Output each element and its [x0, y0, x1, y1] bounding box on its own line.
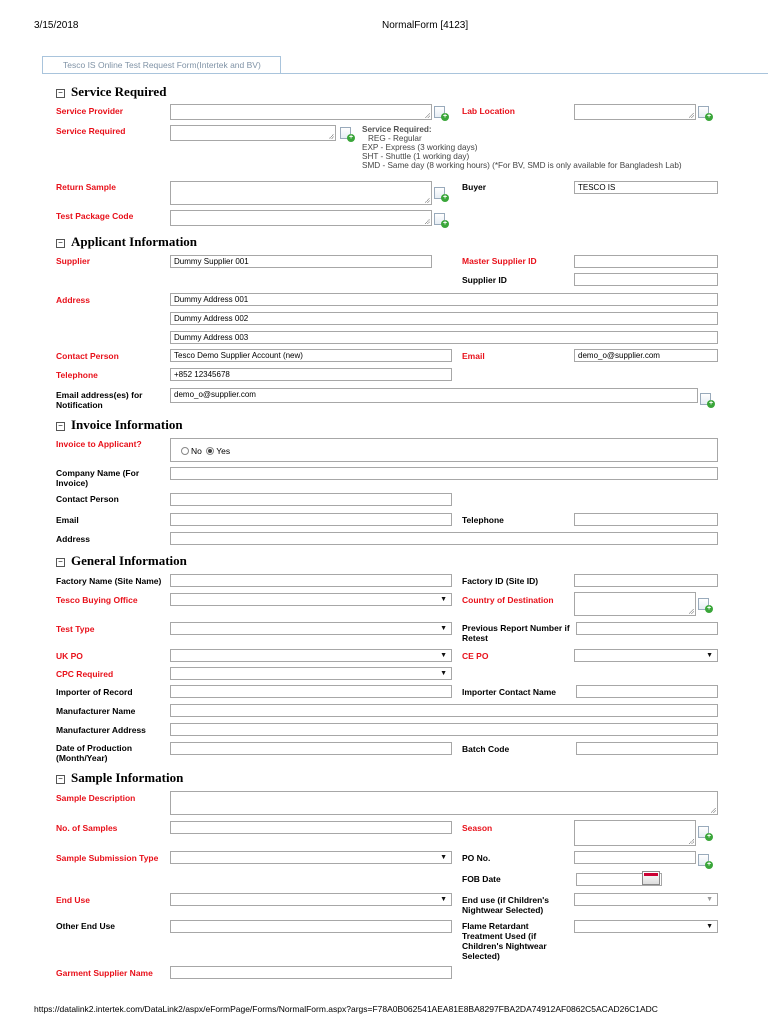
return-sample-lookup-button[interactable] — [434, 187, 449, 200]
contact-person-field[interactable]: Tesco Demo Supplier Account (new) — [170, 349, 452, 362]
tab-divider — [42, 73, 768, 74]
section-applicant-information[interactable] — [56, 234, 197, 250]
info-title: Service Required: — [362, 125, 432, 134]
chevron-down-icon: ▼ — [706, 923, 713, 930]
end-use-select[interactable] — [170, 893, 452, 906]
section-title: Invoice Information — [71, 417, 183, 432]
invoice-to-applicant-group — [170, 438, 718, 462]
supplier-id-field[interactable] — [574, 273, 718, 286]
info-line-smd: SMD - Same day (8 working hours) (*For BV, SMD is only available for Bangladesh Lab) — [362, 161, 682, 170]
previous-report-field[interactable] — [576, 622, 718, 635]
end-use-children-label: End use (if Children's Nightwear Selected) — [462, 895, 550, 915]
service-provider-field[interactable] — [170, 104, 432, 120]
info-line-sht: SHT - Shuttle (1 working day) — [362, 152, 470, 161]
end-use-label: End Use — [56, 895, 91, 905]
importer-of-record-field[interactable] — [170, 685, 452, 698]
lab-location-field[interactable] — [574, 104, 696, 120]
invoice-telephone-label: Telephone — [462, 515, 504, 525]
uk-po-label: UK PO — [56, 651, 83, 661]
plus-icon: + — [706, 861, 712, 868]
sample-description-label: Sample Description — [56, 793, 136, 803]
section-title: Applicant Information — [71, 234, 198, 249]
no-of-samples-label: No. of Samples — [56, 823, 118, 833]
tesco-buying-office-label: Tesco Buying Office — [56, 595, 138, 605]
uk-po-select[interactable] — [170, 649, 452, 662]
service-provider-label: Service Provider — [56, 106, 124, 116]
calendar-icon[interactable] — [642, 871, 660, 885]
po-lookup-button[interactable] — [698, 854, 713, 867]
collapse-icon[interactable]: − — [56, 239, 65, 248]
info-line-exp: EXP - Express (3 working days) — [362, 143, 478, 152]
invoice-address-field[interactable] — [170, 532, 718, 545]
manufacturer-address-field[interactable] — [170, 723, 718, 736]
cpc-required-select[interactable] — [170, 667, 452, 680]
manufacturer-name-field[interactable] — [170, 704, 718, 717]
radio-group — [181, 446, 230, 456]
chevron-down-icon: ▼ — [706, 652, 713, 659]
telephone-label: Telephone — [56, 370, 98, 380]
plus-icon: + — [706, 113, 712, 120]
collapse-icon[interactable]: − — [56, 775, 65, 784]
section-title: Service Required — [71, 84, 167, 99]
end-use-children-select[interactable] — [574, 893, 718, 906]
telephone-field[interactable]: +852 12345678 — [170, 368, 452, 381]
print-url: https://datalink2.intertek.com/DataLink2/aspx/eFormPage/Forms/NormalForm.aspx?args=F78A0B062541AEA81E8BA8297FBA2DA74912AF0862C5ACAD26C1ADC — [34, 1004, 658, 1014]
collapse-icon[interactable]: − — [56, 558, 65, 567]
company-name-field[interactable] — [170, 467, 718, 480]
info-line-reg: REG - Regular — [368, 134, 422, 143]
service-required-label: Service Required — [56, 126, 126, 136]
collapse-icon[interactable]: − — [56, 422, 65, 431]
section-general-information[interactable] — [56, 553, 187, 569]
importer-contact-label: Importer Contact Name — [462, 687, 556, 697]
country-of-destination-label: Country of Destination — [462, 595, 554, 605]
factory-name-label: Factory Name (Site Name) — [56, 576, 162, 586]
tesco-buying-office-select[interactable] — [170, 593, 452, 606]
return-sample-label: Return Sample — [56, 182, 116, 192]
ce-po-label: CE PO — [462, 651, 489, 661]
previous-report-label: Previous Report Number if Retest — [462, 623, 570, 643]
production-date-label: Date of Production (Month/Year) — [56, 743, 133, 763]
plus-icon: + — [442, 220, 448, 227]
plus-icon: + — [348, 134, 354, 141]
plus-icon: + — [708, 400, 714, 407]
print-title: NormalForm [4123] — [382, 20, 469, 31]
form-tab[interactable]: Tesco IS Online Test Request Form(Intertek and BV) — [42, 56, 281, 73]
email-label: Email — [462, 351, 485, 361]
no-of-samples-field[interactable] — [170, 821, 452, 834]
garment-supplier-name-label: Garment Supplier Name — [56, 968, 153, 978]
return-sample-field[interactable] — [170, 181, 432, 205]
manufacturer-name-label: Manufacturer Name — [56, 706, 136, 716]
factory-id-field[interactable] — [574, 574, 718, 587]
fob-date-label: FOB Date — [462, 874, 501, 884]
company-name-label: Company Name (For Invoice) — [56, 468, 140, 488]
chevron-down-icon: ▼ — [440, 670, 447, 677]
notification-email-field[interactable]: demo_o@supplier.com — [170, 388, 698, 403]
invoice-to-applicant-label: Invoice to Applicant? — [56, 439, 142, 449]
chevron-down-icon: ▼ — [440, 896, 447, 903]
email-field[interactable]: demo_o@supplier.com — [574, 349, 718, 362]
test-type-label: Test Type — [56, 624, 95, 634]
lab-location-lookup-button[interactable] — [698, 106, 713, 119]
buyer-label: Buyer — [462, 182, 487, 192]
section-title: Sample Information — [71, 770, 184, 785]
season-field[interactable] — [574, 820, 696, 846]
test-type-select[interactable] — [170, 622, 452, 635]
notification-email-label: Email address(es) for Notification — [56, 390, 143, 410]
country-of-destination-field[interactable] — [574, 592, 696, 616]
chevron-down-icon: ▼ — [440, 625, 447, 632]
chevron-down-icon: ▼ — [440, 596, 447, 603]
plus-icon: + — [442, 113, 448, 120]
factory-name-field[interactable] — [170, 574, 452, 587]
master-supplier-id-field[interactable] — [574, 255, 718, 268]
service-required-field[interactable] — [170, 125, 336, 141]
contact-person-label: Contact Person — [56, 351, 119, 361]
flame-retardant-select[interactable] — [574, 920, 718, 933]
sample-submission-type-label: Sample Submission Type — [56, 853, 159, 863]
test-package-lookup-button[interactable] — [434, 213, 449, 226]
section-service-required[interactable] — [56, 84, 166, 100]
po-no-label: PO No. — [462, 853, 491, 863]
flame-retardant-label: Flame Retardant Treatment Used (if Children's Nightwear Selected) — [462, 921, 547, 961]
supplier-label: Supplier — [56, 256, 91, 266]
po-no-field[interactable] — [574, 851, 696, 864]
radio-yes[interactable] — [206, 447, 214, 455]
service-provider-lookup-button[interactable] — [434, 106, 449, 119]
factory-id-label: Factory ID (Site ID) — [462, 576, 539, 586]
invoice-address-label: Address — [56, 534, 91, 544]
section-invoice-information[interactable] — [56, 417, 183, 433]
chevron-down-icon: ▼ — [440, 854, 447, 861]
service-required-lookup-button[interactable] — [340, 127, 355, 140]
supplier-id-label: Supplier ID — [462, 275, 507, 285]
invoice-telephone-field[interactable] — [574, 513, 718, 526]
address-label: Address — [56, 295, 91, 305]
invoice-contact-person-label: Contact Person — [56, 494, 119, 504]
garment-supplier-name-field[interactable] — [170, 966, 452, 979]
country-lookup-button[interactable] — [698, 598, 713, 611]
invoice-email-label: Email — [56, 515, 79, 525]
master-supplier-id-label: Master Supplier ID — [462, 256, 537, 266]
other-end-use-field[interactable] — [170, 920, 452, 933]
radio-yes-label[interactable]: Yes — [216, 446, 231, 456]
importer-of-record-label: Importer of Record — [56, 687, 133, 697]
notification-lookup-button[interactable] — [700, 393, 715, 406]
chevron-down-icon: ▼ — [440, 652, 447, 659]
batch-code-label: Batch Code — [462, 744, 510, 754]
supplier-field[interactable]: Dummy Supplier 001 — [170, 255, 432, 268]
sample-submission-type-select[interactable] — [170, 851, 452, 864]
section-title: General Information — [71, 553, 187, 568]
lab-location-label: Lab Location — [462, 106, 515, 116]
plus-icon: + — [706, 833, 712, 840]
collapse-icon[interactable]: − — [56, 89, 65, 98]
production-date-field[interactable] — [170, 742, 452, 755]
section-sample-information[interactable] — [56, 770, 183, 786]
ce-po-select[interactable] — [574, 649, 718, 662]
manufacturer-address-label: Manufacturer Address — [56, 725, 146, 735]
service-required-info — [362, 125, 682, 170]
plus-icon: + — [442, 194, 448, 201]
address-line-2[interactable]: Dummy Address 002 — [170, 312, 718, 325]
season-lookup-button[interactable] — [698, 826, 713, 839]
invoice-email-field[interactable] — [170, 513, 452, 526]
sample-description-field[interactable] — [170, 791, 718, 815]
invoice-contact-person-field[interactable] — [170, 493, 452, 506]
test-package-code-label: Test Package Code — [56, 211, 134, 221]
cpc-required-label: CPC Required — [56, 669, 114, 679]
buyer-field[interactable]: TESCO IS — [574, 181, 718, 194]
chevron-down-icon: ▼ — [706, 896, 713, 903]
address-line-3[interactable]: Dummy Address 003 — [170, 331, 718, 344]
importer-contact-field[interactable] — [576, 685, 718, 698]
season-label: Season — [462, 823, 493, 833]
radio-no[interactable] — [181, 447, 189, 455]
plus-icon: + — [706, 605, 712, 612]
other-end-use-label: Other End Use — [56, 921, 116, 931]
radio-no-label[interactable]: No — [191, 446, 202, 456]
batch-code-field[interactable] — [576, 742, 718, 755]
address-line-1[interactable]: Dummy Address 001 — [170, 293, 718, 306]
print-date: 3/15/2018 — [34, 20, 79, 31]
test-package-code-field[interactable] — [170, 210, 432, 226]
